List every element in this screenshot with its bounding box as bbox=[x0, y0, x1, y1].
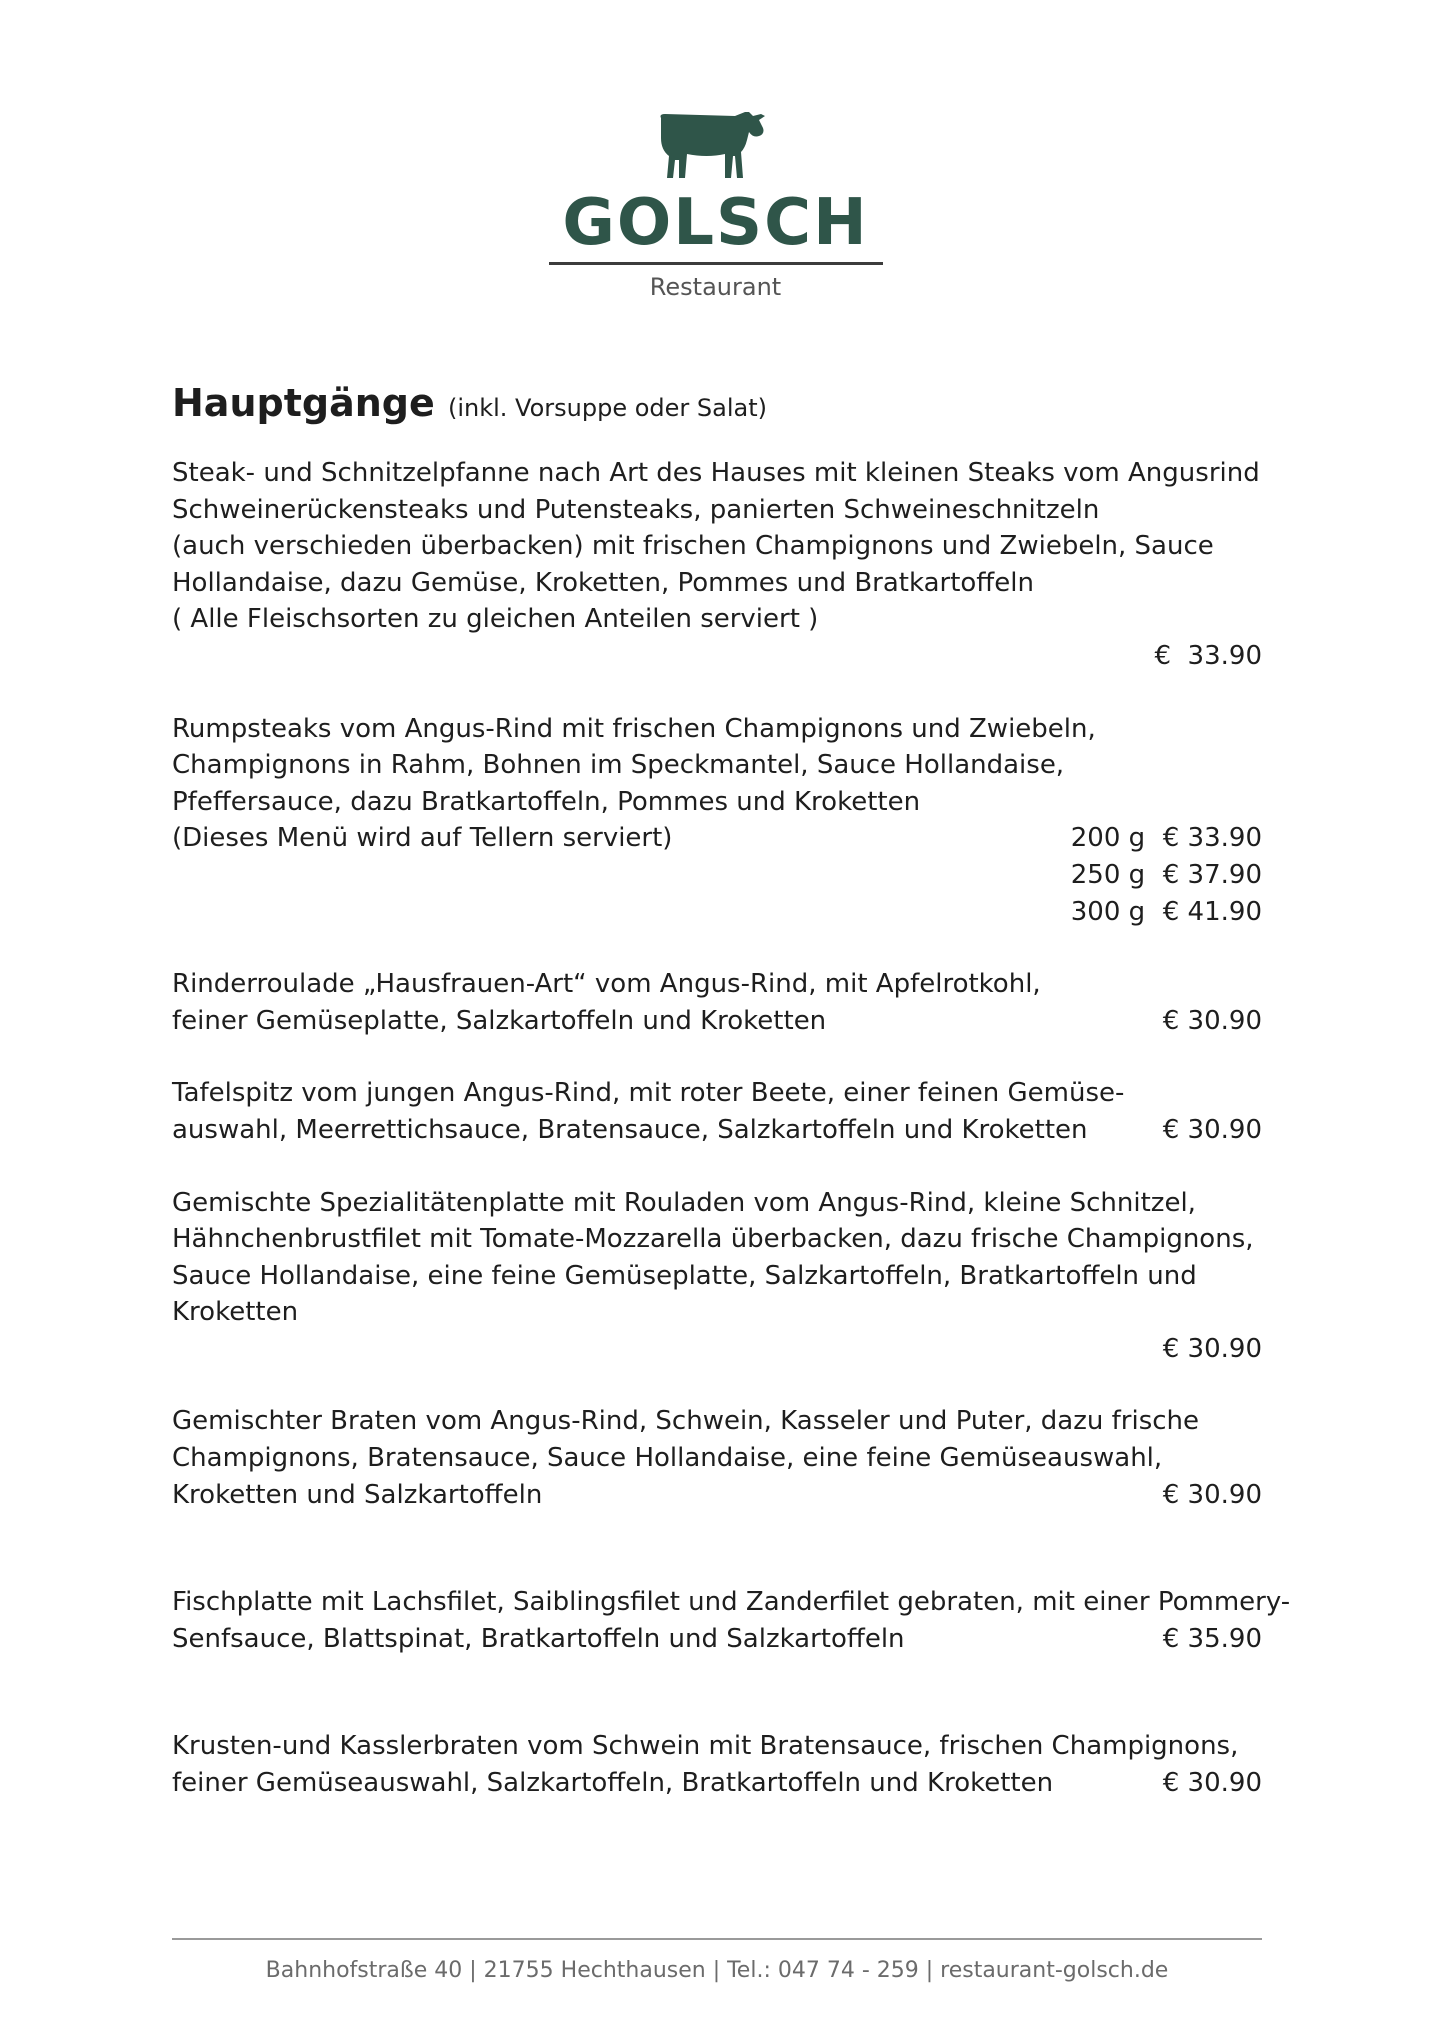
restaurant-logo bbox=[0, 110, 1431, 301]
item-line: Schweinerückensteaks und Putensteaks, panierten Schweineschnitzeln bbox=[172, 494, 1100, 525]
item-price: € 33.90 bbox=[1162, 823, 1262, 854]
item-line: feiner Gemüseauswahl, Salzkartoffeln, Bratkartoffeln und Kroketten bbox=[172, 1768, 1054, 1799]
item-price: € 30.90 bbox=[1162, 1005, 1262, 1036]
menu-item bbox=[172, 966, 1262, 1039]
item-price: € 30.90 bbox=[1162, 1114, 1262, 1145]
item-line: Champignons, Bratensauce, Sauce Hollandaise, eine feine Gemüseauswahl, bbox=[172, 1443, 1163, 1474]
item-line: ( Alle Fleischsorten zu gleichen Anteilen serviert ) bbox=[172, 604, 819, 635]
item-line: Krusten-und Kasslerbraten vom Schwein mit Bratensauce, frischen Champignons, bbox=[172, 1731, 1239, 1762]
menu-section bbox=[172, 378, 1291, 1802]
section-heading bbox=[172, 378, 1262, 433]
item-line: Champignons in Rahm, Bohnen im Speckmantel, Sauce Hollandaise, bbox=[172, 750, 1065, 781]
menu-item bbox=[172, 1075, 1262, 1148]
footer-contact: Bahnhofstraße 40 | 21755 Hechthausen | Tel.: 047 74 - 259 | restaurant-golsch.de bbox=[265, 1958, 1169, 1983]
item-line: auswahl, Meerrettichsauce, Bratensauce, Salzkartoffeln und Kroketten bbox=[172, 1114, 1088, 1145]
item-line: Hähnchenbrustfilet mit Tomate-Mozzarella überbacken, dazu frische Champignons, bbox=[172, 1224, 1254, 1255]
section-title: Hauptgänge bbox=[172, 381, 435, 425]
item-weight: 200 g bbox=[1070, 823, 1146, 854]
menu-item bbox=[172, 1185, 1262, 1368]
item-line: Pfeffersauce, dazu Bratkartoffeln, Pommes und Kroketten bbox=[172, 786, 921, 817]
price-option bbox=[1071, 857, 1262, 894]
item-line: (auch verschieden überbacken) mit frischen Champignons und Zwiebeln, Sauce bbox=[172, 531, 1214, 562]
item-line: Gemischter Braten vom Angus-Rind, Schwein, Kasseler und Puter, dazu frische bbox=[172, 1406, 1200, 1437]
page-footer bbox=[172, 1938, 1262, 1983]
item-price: € 30.90 bbox=[1162, 1479, 1262, 1510]
item-line: Gemischte Spezialitätenplatte mit Rouladen vom Angus-Rind, kleine Schnitzel, bbox=[172, 1187, 1196, 1218]
item-price: € 35.90 bbox=[1162, 1623, 1262, 1654]
item-line: feiner Gemüseplatte, Salzkartoffeln und Kroketten bbox=[172, 1005, 827, 1036]
menu-item bbox=[172, 1403, 1262, 1513]
section-note: (inkl. Vorsuppe oder Salat) bbox=[447, 394, 767, 422]
item-line: (Dieses Menü wird auf Tellern serviert) bbox=[172, 823, 673, 854]
brand-divider bbox=[549, 262, 883, 265]
item-weight: 250 g bbox=[1070, 859, 1146, 890]
item-price: € 30.90 bbox=[1162, 1768, 1262, 1799]
item-weight: 300 g bbox=[1070, 896, 1146, 927]
price-option bbox=[1071, 820, 1262, 857]
cow-icon bbox=[657, 110, 775, 180]
menu-item bbox=[172, 1584, 1291, 1657]
menu-item bbox=[172, 455, 1262, 675]
price-option bbox=[1071, 894, 1262, 931]
menu-item bbox=[172, 711, 1262, 931]
item-line: Senfsauce, Blattspinat, Bratkartoffeln und Salzkartoffeln bbox=[172, 1623, 905, 1654]
brand-subtitle: Restaurant bbox=[649, 273, 782, 301]
item-line: Fischplatte mit Lachsfilet, Saiblingsfilet und Zanderfilet gebraten, mit einer Pommery- bbox=[172, 1587, 1291, 1618]
item-line: Steak- und Schnitzelpfanne nach Art des Hauses mit kleinen Steaks vom Angusrind bbox=[172, 458, 1260, 488]
item-price: € 41.90 bbox=[1162, 896, 1262, 927]
item-line: Rinderroulade „Hausfrauen-Art“ vom Angus-Rind, mit Apfelrotkohl, bbox=[172, 969, 1041, 1000]
item-price: € 30.90 bbox=[1162, 1333, 1262, 1364]
item-line: Kroketten bbox=[172, 1297, 299, 1328]
item-line: Hollandaise, dazu Gemüse, Kroketten, Pommes und Bratkartoffeln bbox=[172, 567, 1034, 598]
item-price: € 33.90 bbox=[1154, 640, 1262, 671]
item-line: Tafelspitz vom jungen Angus-Rind, mit roter Beete, einer feinen Gemüse- bbox=[172, 1078, 1125, 1109]
item-line: Rumpsteaks vom Angus-Rind mit frischen Champignons und Zwiebeln, bbox=[172, 713, 1096, 744]
item-line: Kroketten und Salzkartoffeln bbox=[172, 1479, 543, 1510]
footer-divider bbox=[172, 1938, 1262, 1940]
item-line: Sauce Hollandaise, eine feine Gemüseplatte, Salzkartoffeln, Bratkartoffeln und bbox=[172, 1260, 1197, 1291]
brand-name: GOLSCH bbox=[562, 186, 869, 260]
item-price: € 37.90 bbox=[1162, 859, 1262, 890]
menu-item bbox=[172, 1728, 1262, 1801]
